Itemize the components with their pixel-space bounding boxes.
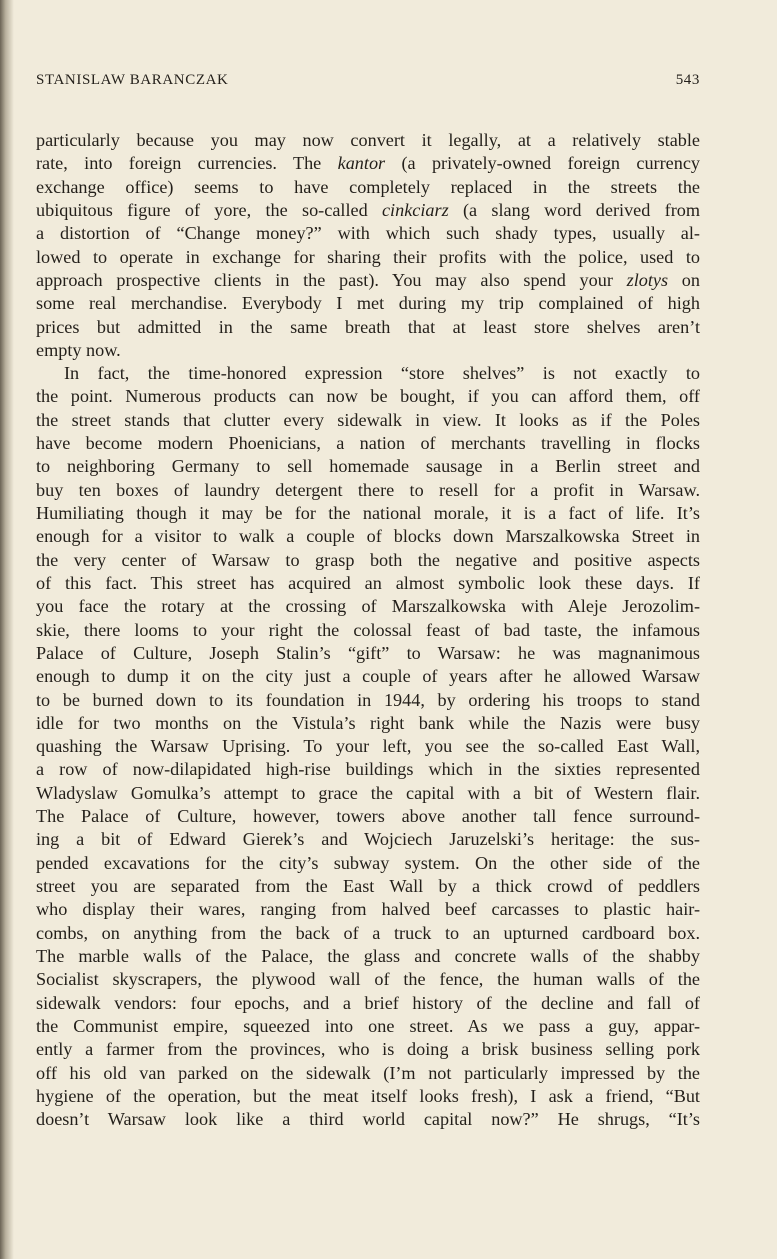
text-line: the very center of Warsaw to grasp both the negative and positive aspects (36, 549, 700, 570)
text-line: hygiene of the operation, but the meat itself looks fresh), I ask a friend, “But (36, 1085, 700, 1106)
italic-term: zlotys (626, 269, 669, 290)
text-line: enough to dump it on the city just a couple of years after he allowed Warsaw (36, 666, 700, 687)
text-line: particularly because you may now convert it legally, at a relatively stable (36, 130, 700, 150)
text-line: a distortion of “Change money?” with which such shady types, usually al- (36, 223, 700, 244)
text-line: combs, on anything from the back of a truck to an upturned cardboard box. (36, 922, 700, 943)
text-line: to neighboring Germany to sell homemade sausage in a Berlin street and (36, 456, 700, 477)
text-line: exchange office) seems to have completely replaced in the streets the (36, 176, 700, 197)
text-line: Humiliating though it may be for the national morale, it is a fact of life. It’s (36, 503, 700, 523)
text-line: pended excavations for the city’s subway system. On the other side of the (36, 852, 700, 873)
text-line: The marble walls of the Palace, the glass and concrete walls of the shabby (36, 945, 700, 966)
body-text (36, 129, 700, 1131)
text-line: enough for a visitor to walk a couple of blocks down Marszalkowska Street in (36, 526, 700, 547)
page-number: 543 (675, 72, 700, 88)
text-line: ing a bit of Edward Gierek’s and Wojciech Jaruzelski’s heritage: the sus- (36, 829, 700, 850)
text-line: In fact, the time-honored expression “store shelves” is not exactly to (64, 363, 700, 384)
text-line: ubiquitous figure of yore, the so-called cinkciarz (a slang word derived from (36, 199, 700, 220)
text-line: empty now. (36, 339, 121, 360)
text-line: sidewalk vendors: four epochs, and a brief history of the decline and fall of (36, 992, 700, 1013)
text-line: a row of now-dilapidated high-rise buildings which in the sixties represented (36, 759, 700, 780)
running-head-author: STANISLAW BARANCZAK (36, 72, 229, 88)
text-line: lowed to operate in exchange for sharing their profits with the police, used to (36, 246, 700, 267)
text-line: Wladyslaw Gomulka’s attempt to grace the capital with a bit of Western flair. (36, 782, 700, 803)
text-line: off his old van parked on the sidewalk (I’m not particularly impressed by the (36, 1062, 700, 1083)
text-line: ently a farmer from the provinces, who is doing a brisk business selling pork (36, 1039, 700, 1060)
text-line: idle for two months on the Vistula’s right bank while the Nazis were busy (36, 712, 700, 733)
text-line: approach prospective clients in the past). You may also spend your zlotys on (36, 269, 700, 290)
running-head (36, 72, 700, 94)
italic-term: kantor (337, 153, 386, 174)
text-line: of this fact. This street has acquired an almost symbolic look these days. If (36, 572, 700, 593)
text-line: skie, there looms to your right the colossal feast of bad taste, the infamous (36, 619, 700, 640)
text-line: to be burned down to its foundation in 1944, by ordering his troops to stand (36, 689, 700, 710)
page-gutter-shadow (0, 0, 14, 1259)
text-line: Socialist skyscrapers, the plywood wall of the fence, the human walls of the (36, 969, 700, 990)
italic-term: cinkciarz (381, 199, 449, 220)
text-line: quashing the Warsaw Uprising. To your left, you see the so-called East Wall, (36, 736, 700, 757)
text-line: prices but admitted in the same breath that at least store shelves aren’t (36, 316, 700, 337)
text-line: some real merchandise. Everybody I met during my trip complained of high (36, 293, 700, 314)
text-line: street you are separated from the East Wall by a thick crowd of peddlers (36, 876, 700, 896)
text-line: rate, into foreign currencies. The kantor (a privately-owned foreign currency (36, 153, 700, 174)
text-line: buy ten boxes of laundry detergent there to resell for a profit in Warsaw. (36, 479, 700, 500)
text-line: doesn’t Warsaw look like a third world capital now?” He shrugs, “It’s (36, 1109, 700, 1130)
text-line: you face the rotary at the crossing of Marszalkowska with Aleje Jerozolim- (36, 596, 700, 617)
text-line: the street stands that clutter every sidewalk in view. It looks as if the Poles (36, 409, 700, 430)
text-line: have become modern Phoenicians, a nation of merchants travelling in flocks (36, 433, 700, 454)
text-line: who display their wares, ranging from halved beef carcasses to plastic hair- (36, 899, 700, 920)
text-line: the point. Numerous products can now be bought, if you can afford them, off (36, 386, 700, 407)
text-line: Palace of Culture, Joseph Stalin’s “gift” to Warsaw: he was magnanimous (36, 642, 700, 663)
text-line: The Palace of Culture, however, towers above another tall fence surround- (36, 806, 700, 827)
text-line: the Communist empire, squeezed into one street. As we pass a guy, appar- (36, 1015, 700, 1036)
